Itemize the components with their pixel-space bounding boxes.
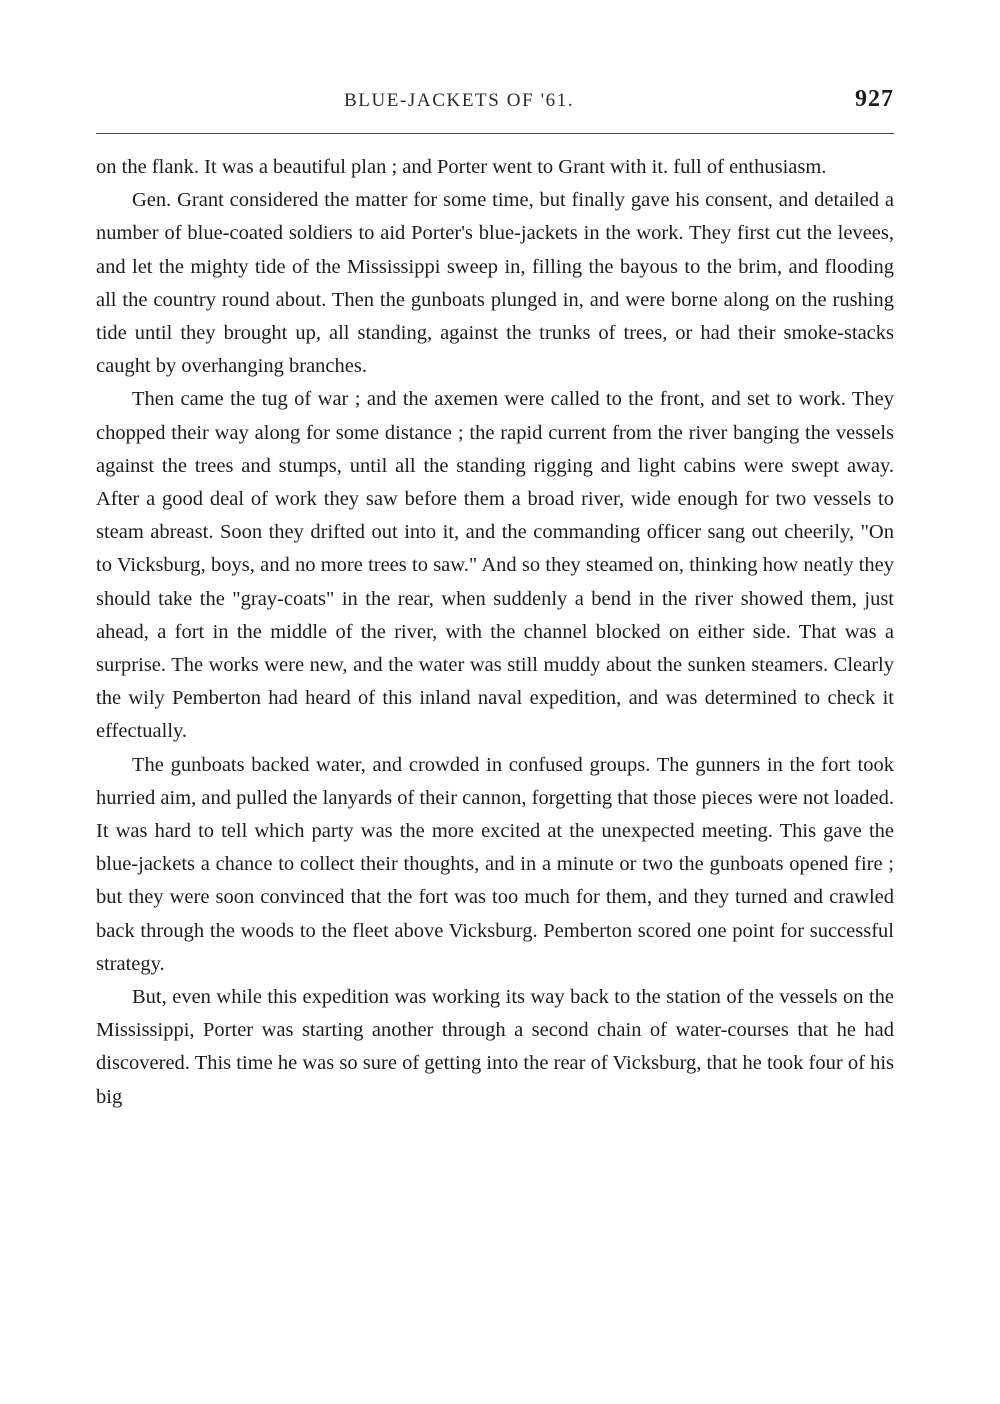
book-page: [96, 0, 894, 1404]
paragraph: Then came the tug of war ; and the axemen were called to the front, and set to work. They chopped their way along for some distance ; the rapid current from the river banging the vessels against the trees and stumps, until all the standing rigging and light cabins were swept away. After a good deal of work they saw before them a broad river, wide enough for two vessels to steam abreast. Soon they drifted out into it, and the commanding officer sang out cheerily, "On to Vicksburg, boys, and no more trees to saw." And so they steamed on, thinking how neatly they should take the "gray-coats" in the rear, when suddenly a bend in the river showed them, just ahead, a fort in the middle of the river, with the channel blocked on either side. That was a surprise. The works were new, and the water was still muddy about the sunken steamers. Clearly the wily Pemberton had heard of this inland naval expedition, and was determined to check it effectually.: [96, 388, 894, 743]
body-text: [96, 151, 894, 1114]
paragraph: Gen. Grant considered the matter for some time, but finally gave his consent, and detailed a number of blue-coated soldiers to aid Porter's blue-jackets in the work. They first cut the levees, and let the mighty tide of the Mississippi sweep in, filling the bayous to the brim, and flooding all the country round about. Then the gunboats plunged in, and were borne along on the rushing tide until they brought up, all standing, against the trunks of trees, or had their smoke-stacks caught by overhanging branches.: [96, 189, 894, 378]
header-rule: [96, 133, 894, 134]
paragraph: The gunboats backed water, and crowded in confused groups. The gunners in the fort took hurried aim, and pulled the lanyards of their cannon, forgetting that those pieces were not loaded. It was hard to tell which party was the more excited at the unexpected meeting. This gave the blue-jackets a chance to collect their thoughts, and in a minute or two the gunboats opened fire ; but they were soon convinced that the fort was too much for them, and they turned and crawled back through the woods to the fleet above Vicksburg. Pemberton scored one point for successful strategy.: [96, 753, 894, 975]
page-header: [96, 86, 894, 120]
running-title: BLUE-JACKETS OF '61.: [344, 90, 575, 111]
paragraph: But, even while this expedition was working its way back to the station of the vessels on the Mississippi, Porter was starting another through a second chain of water-courses that he had discovered. This time he was so sure of getting into the rear of Vicksburg, that he took four of his big: [96, 986, 894, 1108]
paragraph-continued: on the flank. It was a beautiful plan ; and Porter went to Grant with it. full of enthusiasm.: [96, 156, 827, 178]
page-number: 927: [855, 86, 894, 112]
